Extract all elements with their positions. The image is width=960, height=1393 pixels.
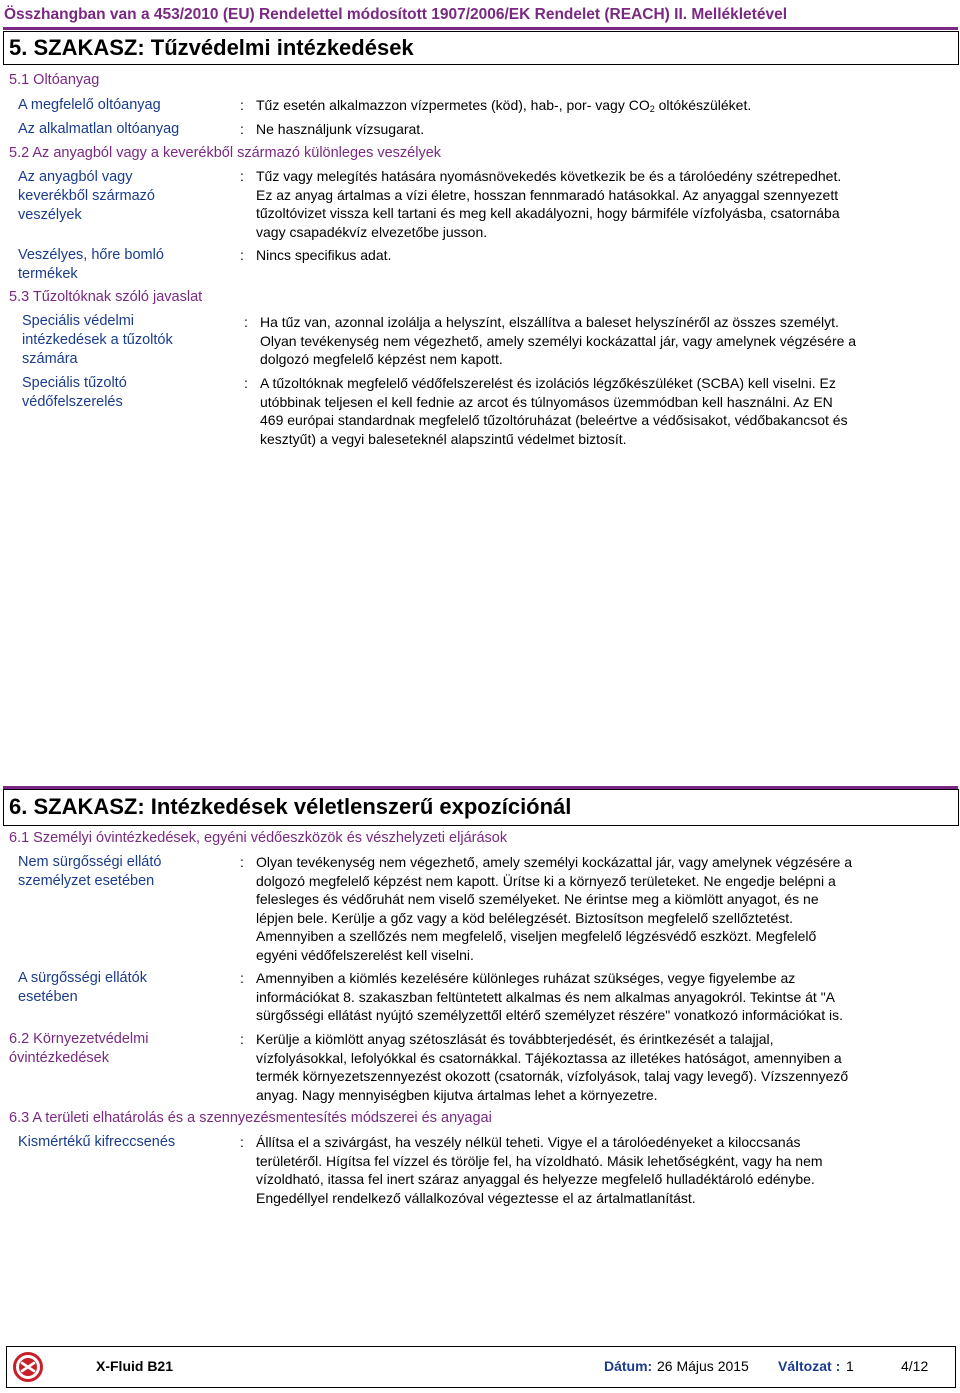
footer-version-label: Változat :: [778, 1358, 841, 1374]
decomposition-products-value: Nincs specifikus adat.: [256, 247, 392, 263]
section-5-title: 5. SZAKASZ: Tűzvédelmi intézkedések: [9, 35, 414, 60]
footer-product-name: X-Fluid B21: [96, 1358, 174, 1374]
footer-page-number: 4/12: [901, 1358, 929, 1374]
suitable-media-value: Tűz esetén alkalmazzon vízpermetes (köd), hab-, por- vagy CO2 oltókészüléket.: [256, 97, 752, 114]
colon: :: [240, 168, 244, 184]
colon: :: [240, 854, 244, 870]
special-hazards-label: Az anyagból vagy keverékből származó veszélyek: [18, 169, 155, 223]
colon: :: [240, 247, 244, 263]
suitable-media-label: A megfelelő oltóanyag: [18, 97, 161, 113]
special-measures-value: Ha tűz van, azonnal izolálja a helyszínt, elszállítva a baleset helyszínéről az összes személyt. Olyan tevékenység nem végezhető, amely személyi kockázattal jár, vagy amelynek végzésére a dolgozó megfelelő képzést nem kapott.: [260, 314, 857, 367]
colon: :: [240, 970, 244, 986]
environmental-precautions-value: Kerülje a kiömlött anyag szétoszlását és továbbterjedését, és érintkezését a talajjal, vízfolyásokkal, lefolyókkal és csatornákkal. Tájékoztassa az illetékes hatóságot, amennyiben a termék környezetszennyezést okozott (csatornák, vízfolyások, talaj vagy levegő). Vízszennyező anyag. Nagy mennyiségben kijutva ártalmas lehet a környezetre.: [256, 1031, 849, 1103]
emergency-responders-label: A sürgősségi ellátók esetében: [18, 970, 147, 1005]
colon: :: [240, 1134, 244, 1150]
emergency-responders-value: Amennyiben a kiömlés kezelésére különleges ruházat szükséges, vegye figyelembe az információkat 8. szakaszban feltüntetett alkalmas és nem alkalmas anyagokról. Tekintse át "A sürgősségi ellátást nyújtó személyzettől eltérő személyzet részére" vonatkozó információkat is.: [256, 970, 844, 1023]
special-hazards-value: Tűz vagy melegítés hatására nyomásnövekedés következik be és a tárolóedény szétrepedhet. Ez az anyag ártalmas a vízi életre, hosszan fennmaradó hatásokkal. Az anyaggal szennyezett tűzoltóvizet vissza kell tartani és meg kell akadályozni, hogy bármiféle vízfolyásba, csatornába vagy csapadékvíz elvezetőbe jusson.: [256, 168, 842, 240]
subsection-5-3-heading: 5.3 Tűzoltóknak szóló javaslat: [9, 289, 203, 305]
colon: :: [244, 314, 248, 330]
colon: :: [240, 121, 244, 137]
company-logo-icon: [13, 1352, 43, 1382]
subsection-5-1-heading: 5.1 Oltóanyag: [9, 72, 100, 88]
special-measures-label: Speciális védelmi intézkedések a tűzoltók számára: [22, 313, 173, 367]
footer-date-value: 26 Május 2015: [657, 1358, 749, 1374]
header-rule: [3, 27, 958, 30]
subsection-6-1-heading: 6.1 Személyi óvintézkedések, egyéni védőeszközök és vészhelyzeti eljárások: [9, 830, 508, 846]
unsuitable-media-label: Az alkalmatlan oltóanyag: [18, 121, 180, 137]
subsection-5-2-heading: 5.2 Az anyagból vagy a keverékből származó különleges veszélyek: [9, 145, 442, 161]
document-header: Összhangban van a 453/2010 (EU) Rendelettel módosított 1907/2006/EK Rendelet (REACH) II. Mellékletével: [4, 6, 788, 23]
colon: :: [244, 375, 248, 391]
small-spill-value: Állítsa el a szivárgást, ha veszély nélkül teheti. Vigye el a tárolóedényeket a kiloccsanás területéről. Hígítsa fel vízzel és törölje fel, ha vízoldható. Másik lehetőségként, vagy ha nem vízoldható, itassa fel inert száraz anyaggal és helyezze megfelelő hulladéktároló edénybe. Engedéllyel rendelkező vállalkozóval végeztesse el az ártalmatlanítást.: [256, 1134, 823, 1206]
non-emergency-personnel-label: Nem sürgősségi ellátó személyzet esetében: [18, 854, 162, 889]
footer-version-value: 1: [846, 1358, 854, 1374]
colon: :: [240, 1031, 244, 1047]
subsection-6-2-heading: 6.2 Környezetvédelmi óvintézkedések: [9, 1031, 149, 1066]
non-emergency-personnel-value: Olyan tevékenység nem végezhető, amely személyi kockázattal jár, vagy amelynek végzésére a dolgozó megfelelő képzést nem kapott. Ürítse ki a környező területeket. Ne engedje belépni a felesleges és védőruhát nem viselő személyeket. Ne érintse meg a kiömlött anyagot, és ne lépjen bele. Kerülje a gőz vagy a köd belélegzését. Biztosítson megfelelő szellőztetést. Amennyiben a szellőzés nem megfelelő, viseljen megfelelő légzésvédő eszközt. Megfelelő egyéni védőfelszerelést kell viselni.: [256, 854, 853, 963]
footer-date-label: Dátum:: [604, 1358, 653, 1374]
small-spill-label: Kismértékű kifreccsenés: [18, 1134, 176, 1150]
colon: :: [240, 97, 244, 113]
section-6-title: 6. SZAKASZ: Intézkedések véletlenszerű expozíciónál: [9, 794, 572, 819]
unsuitable-media-value: Ne használjunk vízsugarat.: [256, 121, 425, 137]
protective-equipment-label: Speciális tűzoltó védőfelszerelés: [22, 375, 127, 410]
decomposition-products-label: Veszélyes, hőre bomló termékek: [18, 247, 164, 282]
protective-equipment-value: A tűzoltóknak megfelelő védőfelszerelést és izolációs légzőkészüléket (SCBA) kell viselni. Ez utóbbinak teljesen el kell fednie az arcot és túlnyomásos üzemmódban kell használni. Az EN 469 európai standardnak megfelelő tűzoltóruházat (beleértve a védősisakot, védőbakancsot és kesztyűt) a vegyi baleseteknél alapszintű védelmet biztosít.: [260, 375, 848, 447]
subsection-6-3-heading: 6.3 A területi elhatárolás és a szennyezésmentesítés módszerei és anyagai: [9, 1110, 492, 1126]
